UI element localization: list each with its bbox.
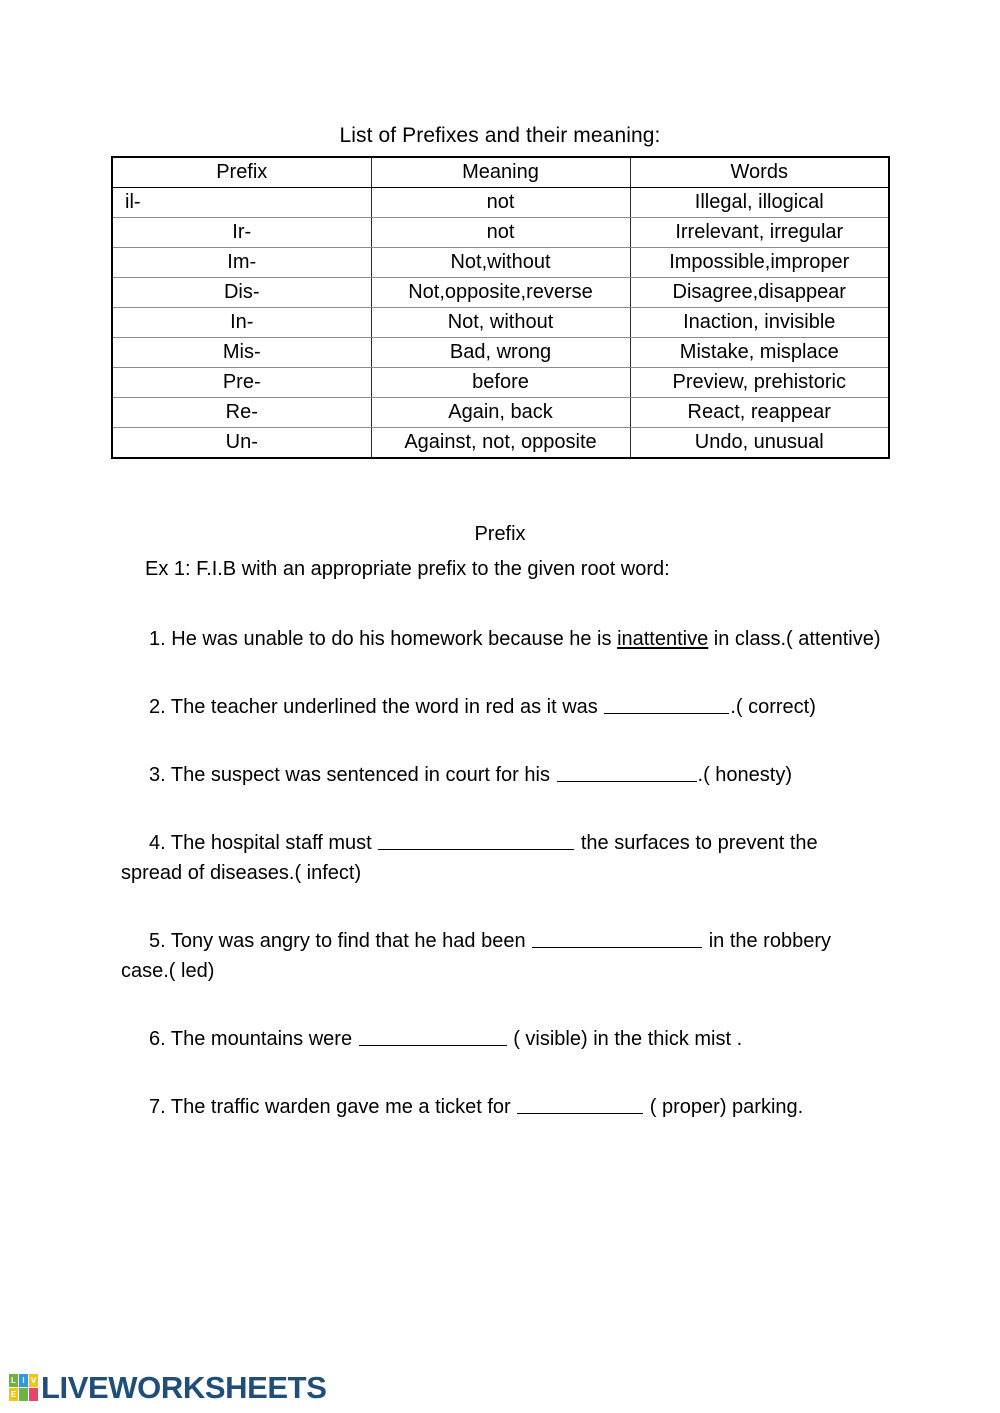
cell-meaning: Bad, wrong xyxy=(371,338,630,368)
page-title: List of Prefixes and their meaning: xyxy=(339,124,661,147)
cell-meaning: Not, without xyxy=(371,308,630,338)
question-text: He was unable to do his homework because he is xyxy=(165,628,618,650)
cell-prefix: Re- xyxy=(112,398,371,428)
exercise-instruction: Ex 1: F.I.B with an appropriate prefix to the given root word: xyxy=(145,558,670,580)
question-text: The teacher underlined the word in red as it was xyxy=(165,696,604,718)
prefix-table-head xyxy=(112,157,889,188)
cell-meaning: not xyxy=(371,188,630,218)
questions-list xyxy=(121,624,883,1122)
cell-words: Irrelevant, irregular xyxy=(630,218,889,248)
question-number: 2. xyxy=(149,696,166,718)
column-header-words: Words xyxy=(630,157,889,188)
question-text-tail: the surfaces to prevent the spread of diseases.( infect) xyxy=(121,832,818,884)
question-number: 5. xyxy=(149,930,166,952)
question-item xyxy=(121,692,883,722)
table-row xyxy=(112,248,889,278)
prefix-table xyxy=(111,156,890,459)
question-item xyxy=(121,760,883,790)
cell-words: Disagree,disappear xyxy=(630,278,889,308)
cell-words: Mistake, misplace xyxy=(630,338,889,368)
question-number: 6. xyxy=(149,1028,166,1050)
question-number: 4. xyxy=(149,832,166,854)
cell-prefix: Im- xyxy=(112,248,371,278)
table-row xyxy=(112,428,889,459)
cell-prefix: Un- xyxy=(112,428,371,459)
question-item xyxy=(121,1024,883,1054)
cell-meaning: Not,opposite,reverse xyxy=(371,278,630,308)
cell-meaning: not xyxy=(371,218,630,248)
question-answer: inattentive xyxy=(617,628,709,650)
table-header-row xyxy=(112,157,889,188)
question-item xyxy=(121,624,883,654)
cell-words: Preview, prehistoric xyxy=(630,368,889,398)
question-number: 3. xyxy=(149,764,166,786)
question-text-tail: ( visible) in the thick mist . xyxy=(507,1028,743,1050)
logo-tile xyxy=(29,1388,38,1401)
answer-blank[interactable] xyxy=(378,832,574,850)
cell-words: Inaction, invisible xyxy=(630,308,889,338)
cell-meaning: Again, back xyxy=(371,398,630,428)
question-number: 1. xyxy=(149,628,166,650)
question-text: The suspect was sentenced in court for his xyxy=(165,764,556,786)
answer-blank[interactable] xyxy=(557,764,697,782)
table-row xyxy=(112,278,889,308)
question-text-tail: .( correct) xyxy=(730,696,816,718)
question-text: Tony was angry to find that he had been xyxy=(165,930,532,952)
liveworksheets-logo-text: LIVEWORKSHEETS xyxy=(41,1370,327,1405)
logo-tile: V xyxy=(30,1376,37,1385)
answer-blank[interactable] xyxy=(532,930,702,948)
column-header-prefix: Prefix xyxy=(112,157,371,188)
table-row xyxy=(112,308,889,338)
question-text-tail: .( honesty) xyxy=(697,764,793,786)
answer-blank[interactable] xyxy=(604,696,729,714)
cell-words: Illegal, illogical xyxy=(630,188,889,218)
liveworksheets-logo xyxy=(9,1372,326,1403)
logo-tile: I xyxy=(19,1374,28,1387)
prefix-table-container xyxy=(111,156,888,459)
cell-prefix: Mis- xyxy=(112,338,371,368)
question-text: The hospital staff must xyxy=(165,832,378,854)
question-number: 7. xyxy=(149,1096,166,1118)
answer-blank[interactable] xyxy=(359,1028,507,1046)
cell-meaning: before xyxy=(371,368,630,398)
question-text-tail: in class.( attentive) xyxy=(708,628,881,650)
question-text-tail: ( proper) parking. xyxy=(644,1096,804,1118)
question-item xyxy=(121,926,883,986)
cell-prefix: Dis- xyxy=(112,278,371,308)
table-row xyxy=(112,218,889,248)
logo-tile: E xyxy=(10,1390,17,1399)
table-row xyxy=(112,338,889,368)
question-item xyxy=(121,828,883,888)
answer-blank[interactable] xyxy=(517,1096,643,1114)
cell-words: Impossible,improper xyxy=(630,248,889,278)
logo-tile: L xyxy=(9,1374,18,1387)
question-text: The mountains were xyxy=(165,1028,358,1050)
cell-words: React, reappear xyxy=(630,398,889,428)
liveworksheets-logo-tiles xyxy=(9,1374,38,1401)
table-row xyxy=(112,398,889,428)
table-row xyxy=(112,188,889,218)
table-row xyxy=(112,368,889,398)
exercise-heading: Prefix xyxy=(474,523,526,545)
prefix-table-body xyxy=(112,188,889,459)
cell-prefix: In- xyxy=(112,308,371,338)
question-text-tail: in the robbery case.( led) xyxy=(121,930,831,982)
cell-meaning: Against, not, opposite xyxy=(371,428,630,459)
column-header-meaning: Meaning xyxy=(371,157,630,188)
cell-words: Undo, unusual xyxy=(630,428,889,459)
logo-tile xyxy=(19,1388,28,1401)
question-item xyxy=(121,1092,883,1122)
cell-prefix: Pre- xyxy=(112,368,371,398)
cell-meaning: Not,without xyxy=(371,248,630,278)
cell-prefix: il- xyxy=(112,188,371,218)
question-text: The traffic warden gave me a ticket for xyxy=(165,1096,517,1118)
cell-prefix: Ir- xyxy=(112,218,371,248)
